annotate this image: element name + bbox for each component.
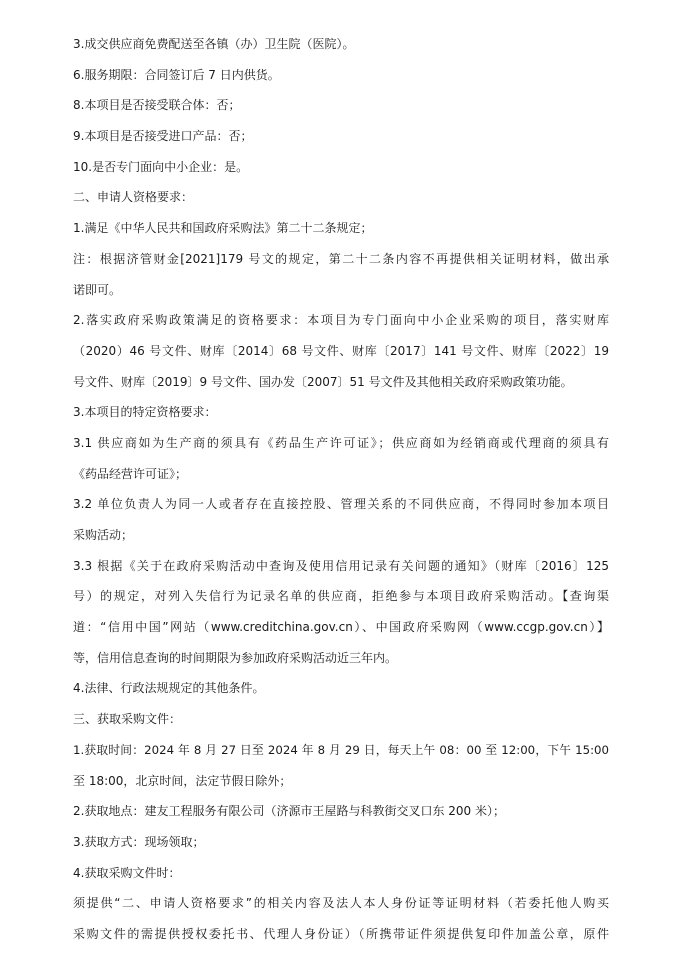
text-line-19: 号）的规定，对列入失信行为记录名单的供应商，拒绝参与本项目政府采购活动。【查询渠	[73, 589, 609, 604]
text-line-21: 等，信用信息查询的时间期限为参加政府采购活动近三年内。	[73, 650, 398, 665]
text-line-27: 3.获取方式：现场领取；	[73, 834, 205, 849]
text-line-4: 9.本项目是否接受进口产品：否；	[73, 129, 253, 144]
text-line-7: 1.满足《中华人民共和国政府采购法》第二十二条规定；	[73, 221, 373, 236]
text-line-22: 4.法律、行政法规规定的其他条件。	[73, 681, 265, 696]
text-line-2: 6.服务期限：合同签订后 7 日内供货。	[73, 67, 280, 82]
text-line-12: 号文件、财库〔2019〕9 号文件、国办发〔2007〕51 号文件及其他相关政府采购政策功能。	[73, 374, 573, 389]
text-line-11: （2020）46 号文件、财库〔2014〕68 号文件、财库〔2017〕141 号文件、财库〔2022〕19	[73, 343, 609, 358]
text-line-9: 诺即可。	[73, 282, 122, 297]
text-line-3: 8.本项目是否接受联合体：否；	[73, 98, 241, 113]
document-page	[73, 36, 609, 957]
text-line-10: 2.落实政府采购政策满足的资格要求：本项目为专门面向中小企业采购的项目，落实财库	[73, 313, 609, 328]
text-line-15: 《药品经营许可证》；	[73, 466, 188, 481]
text-line-24: 1.获取时间：2024 年 8 月 27 日至 2024 年 8 月 29 日，每天上午 08：00 至 12:00，下午 15:00	[73, 742, 609, 757]
text-line-18: 3.3 根据《关于在政府采购活动中查询及使用信用记录有关问题的通知》（财库〔2016〕125	[73, 558, 609, 573]
section-heading-2: 二、申请人资格要求：	[73, 190, 194, 205]
text-line-14: 3.1 供应商如为生产商的须具有《药品生产许可证》；供应商如为经销商或代理商的须具有	[73, 435, 609, 450]
text-line-20: 道：“信用中国”网站（www.creditchina.gov.cn）、中国政府采购网（www.ccgp.gov.cn）】	[73, 620, 609, 635]
text-line-28: 4.获取采购文件时：	[73, 865, 181, 880]
text-line-8: 注：根据济管财金[2021]179 号文的规定，第二十二条内容不再提供相关证明材料，做出承	[73, 251, 609, 266]
text-line-26: 2.获取地点：建友工程服务有限公司（济源市王屋路与科教街交叉口东 200 米）；	[73, 804, 505, 819]
text-line-17: 采购活动；	[73, 528, 134, 542]
text-line-29: 须提供“二、申请人资格要求”的相关内容及法人本人身份证等证明材料（若委托他人购买	[73, 896, 609, 911]
section-heading-3: 三、获取采购文件：	[73, 712, 182, 727]
text-line-16: 3.2 单位负责人为同一人或者存在直接控股、管理关系的不同供应商，不得同时参加本项目	[73, 497, 609, 512]
text-line-30: 采购文件的需提供授权委托书、代理人身份证）（所携带证件须提供复印件加盖公章，原件	[73, 926, 609, 941]
text-line-13: 3.本项目的特定资格要求：	[73, 405, 217, 420]
text-line-25: 至 18:00，北京时间，法定节假日除外；	[73, 773, 292, 788]
text-line-1: 3.成交供应商免费配送至各镇（办）卫生院（医院）。	[73, 37, 355, 51]
text-line-5: 10.是否专门面向中小企业：是。	[73, 159, 249, 174]
